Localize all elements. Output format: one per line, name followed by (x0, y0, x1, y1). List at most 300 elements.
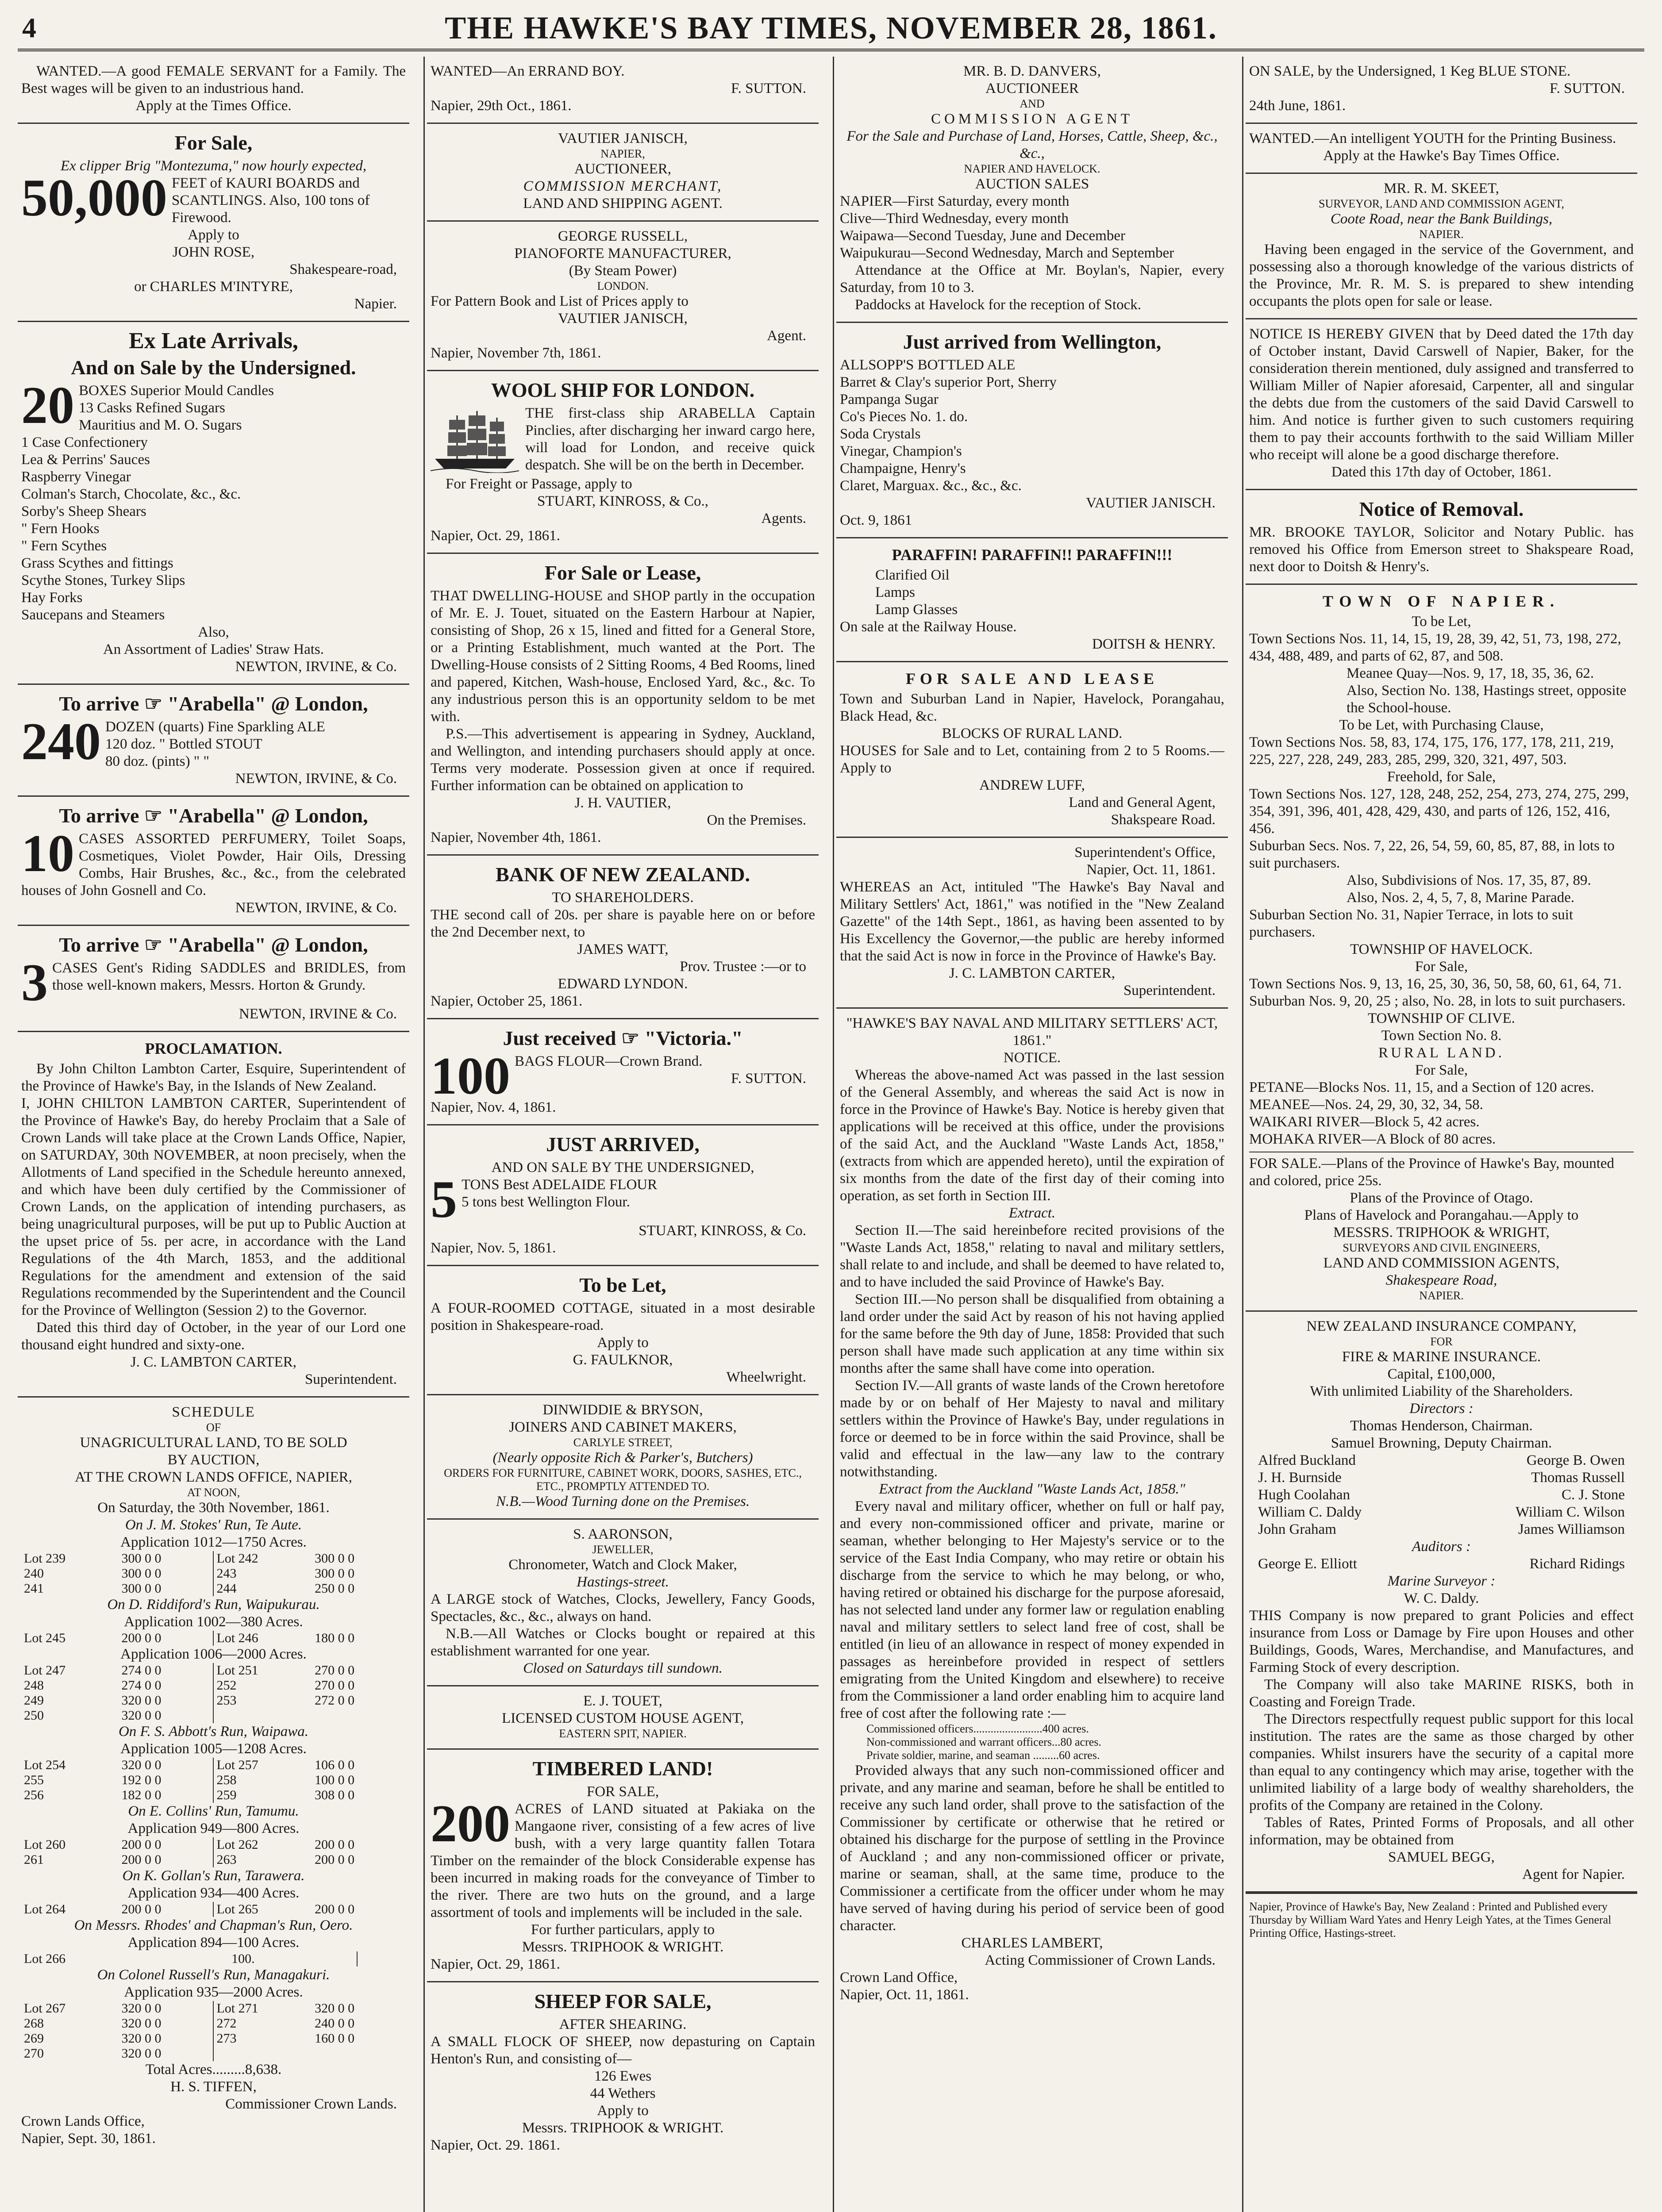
ad-text: For the Sale and Purchase of Land, Horses, Cattle, Sheep, &c., &c., (846, 128, 1218, 161)
ad-blue-stone (1246, 57, 1637, 124)
ad-text: THIS Company is now prepared to grant Policies and effect insurance from Loss or Damage by Fire upon Houses and other Buildings, Goods, Wares, Merchandise, and Manufactures, and Farming Stock of every description. (1249, 1608, 1634, 1675)
table-row (21, 1837, 406, 1852)
goods-list (840, 357, 1224, 495)
ad-text: WHEREAS an Act, intituled "The Hawke's Bay Naval and Military Settlers' Act, 1861," was notified in the "New Zealand Gazette" of the 14th Sept., 1861, as having been assented to by His Excellency the Governor,—the public are hereby informed that the said Act is now in force in the Province of Hawke's Bay. (840, 879, 1224, 964)
ad-date: Napier, October 25, 1861. (431, 993, 583, 1009)
schedule-application: Application 1005—1208 Acres. (120, 1741, 307, 1757)
table-cell: 320 0 0 (121, 1708, 162, 1723)
ad-heading: To arrive ☞ "Arabella" @ London, (59, 933, 368, 956)
goods-item: Co's Pieces No. 1. do. (840, 409, 968, 425)
goods-item: Sorby's Sheep Shears (21, 503, 146, 519)
ad-heading: Ex Late Arrivals, (129, 328, 298, 353)
ad-signature: JOHN ROSE, (172, 244, 255, 260)
goods-item: Lamp Glasses (875, 602, 958, 618)
ad-text: Section IV.—All grants of waste lands of the Crown heretofore made by or on behalf of Her Majesty to naval and military settlers within the Province of Hawke's Bay, under regulations in force or deemed to be in force within the said Province, shall be valid and effectual in the law—any law to the contrary notwithstanding. (840, 1378, 1224, 1480)
table-row (21, 1773, 406, 1788)
ad-text: By John Chilton Lambton Carter, Esquire, Superintendent of the Province of Hawke's Bay, in the Islands of New Zealand. (21, 1061, 406, 1094)
ad-text: FOR SALE.—Plans of the Province of Hawke's Bay, mounted and colored, price 25s. (1249, 1152, 1634, 1190)
ad-text: Town Sections Nos. 9, 13, 16, 25, 30, 36, 50, 58, 60, 61, 64, 71. (1249, 976, 1622, 992)
table-row (21, 1678, 406, 1693)
land-rate-item: Commissioned officers........................400 acres. (866, 1722, 1089, 1735)
table-cell: Lot 260 (24, 1837, 66, 1852)
ad-text: Apply at the Hawke's Bay Times Office. (1323, 148, 1560, 164)
ad-text: AT THE CROWN LANDS OFFICE, NAPIER, (75, 1469, 352, 1485)
schedule-lots-table (21, 1663, 406, 1723)
ad-text: FOR (1430, 1335, 1453, 1348)
ad-signature: NEWTON, IRVINE, & Co. (235, 771, 397, 787)
table-cell: Lot 262 (213, 1837, 312, 1852)
ad-signature: NEWTON, IRVINE & Co. (239, 1006, 397, 1022)
ad-subheading: Directors : (1409, 1401, 1473, 1417)
table-cell: 320 0 0 (121, 2001, 162, 2016)
ad-big-number: 100 (431, 1046, 510, 1105)
director-name: Alfred Buckland (1258, 1452, 1356, 1468)
ad-big-number: 50,000 (21, 168, 167, 227)
ad-text: Ex clipper Brig "Montezuma," now hourly expected, (60, 158, 367, 174)
ad-text: On the Premises. (707, 812, 806, 828)
ad-text: SURVEYORS AND CIVIL ENGINEERS, (1343, 1241, 1540, 1254)
table-cell: 244 (213, 1581, 312, 1596)
ad-signature: Messrs. TRIPHOOK & WRIGHT. (522, 2120, 724, 2136)
ad-text: Town and Suburban Land in Napier, Havelock, Porangahau, Black Head, &c. (840, 691, 1224, 724)
table-cell: 200 0 0 (121, 1837, 162, 1852)
table-cell: 200 0 0 (315, 1852, 355, 1867)
table-cell: 274 0 0 (121, 1678, 162, 1693)
ad-sale-or-lease (427, 554, 819, 856)
ad-date: Dated this 17th day of October, 1861. (1331, 464, 1552, 480)
table-row (21, 1631, 406, 1646)
table-cell (312, 1708, 406, 1723)
director-name: John Graham (1258, 1521, 1336, 1537)
table-cell: 200 0 0 (121, 1852, 162, 1867)
ad-text: For Sale, (1415, 1062, 1468, 1078)
ad-signature: NEWTON, IRVINE, & Co. (235, 659, 397, 675)
ad-big-number: 10 (21, 824, 74, 883)
schedule-total: Total Acres.........8,638. (145, 2062, 282, 2078)
ad-text: BAGS FLOUR—Crown Brand. (515, 1053, 703, 1069)
ad-late-arrivals (18, 322, 409, 685)
table-cell: 274 0 0 (121, 1663, 162, 1678)
schedule-run-name: On E. Collins' Run, Tamumu. (128, 1803, 299, 1819)
ad-sheep-for-sale (427, 1982, 819, 2162)
goods-item: 1 Case Confectionery (21, 434, 148, 450)
ad-subheading: TOWNSHIP OF HAVELOCK. (1350, 941, 1533, 957)
ad-date: Napier, Nov. 5, 1861. (431, 1240, 556, 1256)
ad-big-number: 200 (431, 1794, 510, 1853)
ad-cottage-to-let (427, 1266, 819, 1395)
ad-subheading: TOWNSHIP OF CLIVE. (1368, 1010, 1515, 1026)
ad-text: W. C. Daldy. (1404, 1590, 1479, 1606)
ad-text: COMMISSION MERCHANT, (523, 178, 723, 194)
goods-list (21, 376, 406, 624)
ad-text: N.B.—All Watches or Clocks bought or repaired at this establishment warranted for one year. (431, 1626, 815, 1659)
ad-text: BY AUCTION, (167, 1452, 260, 1468)
ad-text: 44 Wethers (590, 2085, 656, 2101)
ad-text: The Directors respectfully request public support for this local institution. The rates are the same as those charged by other companies. Whilst insurers have the security of a capital more than equal to any contingency which may arise, together with the unlimited liability of a large body of wealthy shareholders, the profits of the Company are retained in the Colony. (1249, 1711, 1634, 1813)
ad-text: P.S.—This advertisement is appearing in Sydney, Auckland, and Wellington, and intending purchasers should apply at once. Terms very moderate. Possession given at once if required. Further information can be obtained on application to (431, 726, 815, 794)
ad-text: MR. BROOKE TAYLOR, Solicitor and Notary Public. has removed his Office from Emerson street to Shakspeare Road, next door to Doitsh & Henry's. (1249, 524, 1634, 575)
goods-item: " Fern Scythes (21, 538, 107, 554)
schedule-run-name: On D. Riddiford's Run, Waipukurau. (107, 1597, 320, 1613)
ad-text: DOZEN (quarts) Fine Sparkling ALE (105, 719, 325, 735)
ad-text: Plans of Havelock and Porangahau.—Apply to (1304, 1207, 1579, 1223)
schedule-application: Application 1012—1750 Acres. (120, 1534, 307, 1550)
column-rule (423, 57, 425, 2212)
ad-date: Oct. 9, 1861 (840, 512, 912, 528)
ad-heading: JUST ARRIVED, (546, 1133, 700, 1156)
ad-text: Also, Subdivisions of Nos. 17, 35, 87, 89. (1347, 872, 1591, 888)
ad-text: NAPIER. (1419, 1289, 1464, 1302)
ad-text: EASTERN SPIT, NAPIER. (559, 1727, 687, 1740)
table-cell: Lot 254 (24, 1758, 66, 1772)
ad-subheading: To be Let, with Purchasing Clause, (1339, 717, 1544, 733)
goods-item: Champaigne, Henry's (840, 461, 966, 476)
ad-text: (Nearly opposite Rich & Parker's, Butchers) (492, 1450, 753, 1466)
ad-date: Napier, November 4th, 1861. (431, 830, 601, 845)
ad-text: Apply to (597, 1335, 649, 1351)
goods-item: BOXES Superior Mould Candles (79, 383, 274, 399)
ad-text: LONDON. (597, 280, 649, 292)
ad-text: Land and General Agent, (1069, 795, 1216, 810)
table-cell: 252 (213, 1678, 312, 1693)
schedule-run-name: On J. M. Stokes' Run, Te Aute. (125, 1517, 302, 1533)
ad-signature: EDWARD LYNDON. (558, 976, 688, 992)
ad-heading: GEORGE RUSSELL, (558, 228, 688, 244)
goods-item: Saucepans and Steamers (21, 607, 165, 623)
ad-text: Superintendent. (1123, 983, 1216, 998)
table-row (21, 1693, 406, 1708)
ad-heading: DINWIDDIE & BRYSON, (542, 1402, 703, 1418)
director-name: Thomas Russell (1531, 1470, 1625, 1486)
schedule-run-name: On K. Gollan's Run, Tarawera. (122, 1868, 305, 1884)
table-row (21, 1551, 406, 1566)
ad-signature: ANDREW LUFF, (979, 777, 1085, 793)
newspaper-title: THE HAWKE'S BAY TIMES, NOVEMBER 28, 1861. (445, 10, 1217, 46)
ad-text: I, JOHN CHILTON LAMBTON CARTER, Superintendent of the Province of Hawke's Bay, do hereby Proclaim that a Sale of Crown Lands will take place at the Crown Lands Office, Napier, on SATURDAY, 30th NOVEMBER, at noon precisely, when the Allotments of Land specified in the Schedule hereunto annexed, and which have been duly certified by the Commissioner of Crown Lands, on the application of intending purchasers, as being unagricultural purposes, will be put up to Public Auction at the upset price of 5s. per acre, in accordance with the Land Regulations of the 4th March, 1853, and the additional Regulations for the amendment and extension of the said Regulations recommended by the Superintendent and the Council for the Province of Wellington (Session 2) to the Governor. (21, 1095, 406, 1318)
schedule-lots-table (21, 1551, 406, 1596)
column-rule (1242, 57, 1243, 2212)
director-row (1249, 1504, 1634, 1521)
goods-item: Raspberry Vinegar (21, 469, 131, 485)
ad-text: Town Sections Nos. 11, 14, 15, 19, 28, 39, 42, 51, 73, 198, 272, 434, 488, 489, and parts of 62, 87, and 508. (1249, 631, 1621, 664)
ad-text: Attendance at the Office at Mr. Boylan's, Napier, every Saturday, from 10 to 3. (840, 262, 1224, 296)
table-cell: 249 (24, 1693, 44, 1708)
ad-signature: JAMES WATT, (577, 941, 669, 957)
goods-item: Hay Forks (21, 590, 83, 606)
ad-heading: TIMBERED LAND! (532, 1757, 713, 1780)
ad-text: 5 tons best Wellington Flour. (462, 1194, 630, 1210)
table-cell: 256 (24, 1788, 44, 1802)
ad-text: Whereas the above-named Act was passed in the last session of the General Assembly, and whereas the said Act is now in force in the Province of Hawke's Bay. Notice is hereby given that applications will be received at this office, under the provisions of the said Act, and the Auckland "Waste Lands Act, 1858," (extracts from which are appended hereto), until the expiration of six months from the date of the first day of their coming into operation, as set forth in Section III. (840, 1067, 1224, 1204)
ad-text: AFTER SHEARING. (559, 2016, 687, 2032)
ad-text: An Assortment of Ladies' Straw Hats. (103, 641, 324, 657)
schedule-lots-table (21, 1758, 406, 1803)
ad-arabella-saddles (18, 926, 409, 1032)
auditor-name: George E. Elliott (1258, 1556, 1357, 1572)
ad-date: Napier, Oct. 29, 1861. (431, 528, 560, 544)
ad-text: Napier. (354, 296, 397, 312)
ad-text: ORDERS FOR FURNITURE, CABINET WORK, DOORS, SASHES, ETC., ETC., PROMPTLY ATTENDED TO. (444, 1467, 802, 1493)
ad-text: NAPIER. (1419, 228, 1464, 241)
ad-heading: To be Let, (579, 1274, 666, 1296)
director-name: James Williamson (1518, 1521, 1625, 1537)
sailing-ship-icon (431, 407, 519, 473)
ad-text: On sale at the Railway House. (840, 619, 1017, 635)
ad-text: Town Sections Nos. 58, 83, 174, 175, 176, 177, 178, 211, 219, 225, 227, 228, 249, 283, 285, 299, 320, 321, 497, 503. (1249, 734, 1614, 768)
ad-text: THAT DWELLING-HOUSE and SHOP partly in the occupation of Mr. E. J. Touet, situated on the Eastern Harbour at Napier, consisting of Shop, 26 x 15, lined and fitted for a General Store, or a Printing Establishment, much wanted at the Port. The Dwelling-House consists of 2 Sitting Rooms, 4 Bed Rooms, lined and papered, Kitchen, Wash-house, Enclosed Yard, &c., &c. To any industrious person this is an opportunity seldom to be met with. (431, 588, 815, 725)
ad-text: Agent. (767, 328, 806, 344)
ad-text: Superintendent. (304, 1371, 397, 1387)
ad-subheading: Extract. (1008, 1205, 1056, 1221)
ad-text: WANTED—An ERRAND BOY. (431, 63, 625, 79)
ad-text: TONS Best ADELAIDE FLOUR (462, 1177, 658, 1193)
ad-heading: MR. B. D. DANVERS, (963, 63, 1101, 79)
table-cell: 320 0 0 (121, 2031, 162, 2046)
ad-text: Apply to (188, 227, 239, 243)
ad-heading: Notice of Removal. (1359, 498, 1524, 520)
table-cell: 300 0 0 (121, 1551, 162, 1566)
table-cell: Lot 264 (24, 1902, 66, 1916)
masthead (18, 8, 1644, 51)
ad-text: Also, Section No. 138, Hastings street, opposite the School-house. (1347, 683, 1627, 716)
ad-text: Shakespeare Road, (1385, 1272, 1497, 1288)
ad-text: SURVEYOR, LAND AND COMMISSION AGENT, (1318, 197, 1565, 210)
goods-item: Grass Scythes and fittings (21, 555, 173, 571)
schedule-application: Application 949—800 Acres. (127, 1820, 300, 1836)
table-cell: 263 (213, 1852, 312, 1867)
schedule-lots-table (21, 1902, 406, 1917)
ad-text: Having been engaged in the service of the Government, and possessing also a thorough knowledge of the various districts of the Province, Mr. R. M. S. is prepared to shew intending occupants the plots open for sale or lease. (1249, 242, 1634, 309)
table-row (21, 1902, 406, 1917)
notice-carswell-deed (1246, 319, 1637, 490)
schedule-lots-table (21, 2001, 406, 2061)
table-cell: 243 (213, 1566, 312, 1581)
ad-subheading: BLOCKS OF RURAL LAND. (942, 726, 1123, 741)
notice-naval-act-in-force (836, 838, 1228, 1009)
ad-text: Suburban Secs. Nos. 7, 22, 26, 54, 59, 60, 85, 87, 88, in lots to suit purchasers. (1249, 838, 1615, 871)
table-cell: Lot 257 (213, 1758, 312, 1773)
director-name: George B. Owen (1526, 1452, 1625, 1468)
table-cell: 258 (213, 1773, 312, 1788)
ad-text: TO SHAREHOLDERS. (552, 890, 694, 906)
ad-text: OF (206, 1421, 221, 1434)
ad-text: Apply to (597, 2103, 649, 2119)
table-cell: 200 0 0 (315, 1902, 355, 1916)
ad-text: HOUSES for Sale and to Let, containing from 2 to 5 Rooms.—Apply to (840, 743, 1224, 776)
ad-text: Coote Road, near the Bank Buildings, (1330, 211, 1553, 227)
table-cell: 300 0 0 (315, 1551, 355, 1566)
goods-item: Vinegar, Champion's (840, 443, 962, 459)
table-row (21, 2031, 406, 2046)
ad-text: WAIKARI RIVER—Block 5, 42 acres. (1249, 1114, 1480, 1130)
table-cell (357, 1951, 382, 1966)
ad-timbered-land (427, 1750, 819, 1982)
table-cell: 250 (24, 1708, 44, 1723)
ad-text: AND ON SALE BY THE UNDERSIGNED, (491, 1160, 754, 1175)
ad-heading: FOR SALE AND LEASE (905, 670, 1159, 687)
ad-date: Napier, 29th Oct., 1861. (431, 98, 572, 114)
ad-heading: For Sale or Lease, (544, 561, 701, 584)
goods-item: 13 Casks Refined Sugars (79, 400, 225, 416)
ad-arabella-perfumery (18, 797, 409, 926)
ad-text: AUCTIONEER, (574, 161, 672, 177)
ad-text: AT NOON, (187, 1486, 240, 1499)
ad-text: Every naval and military officer, whether on full or half pay, and every non-commissioned officer and private, marine or seaman, whether belonging to Her Majesty's service or to the service of the East India Company, who may retire or obtain his discharge from the service to which he may belong, or who, having retired or obtained his discharge for the purpose aforesaid, has not selected land under any former law or regulation enabling naval and military settlers to select land free of cost, shall be entitled (in lieu of an allowance in respect of money expended in passages as hereinbefore provided in respect of settlers emigrating from the United Kingdom and elsewhere) to receive from the Commissioner a land order enabling him to acquire land free of cost after the following rate :— (840, 1498, 1224, 1721)
ad-wellington-arrivals (836, 323, 1228, 538)
director-row (1249, 1469, 1634, 1486)
ad-signature: MESSRS. TRIPHOOK & WRIGHT, (1333, 1225, 1550, 1240)
table-cell: 200 0 0 (315, 1837, 355, 1852)
schedule-runs (21, 1517, 406, 2061)
ad-date: Napier, November 7th, 1861. (431, 345, 601, 361)
directors-list (1249, 1452, 1634, 1538)
table-cell: 106 0 0 (315, 1758, 355, 1772)
land-rates-list (840, 1722, 1224, 1762)
goods-item: Lamps (875, 584, 915, 600)
ad-george-russell (427, 222, 819, 371)
ad-signature: NEWTON, IRVINE, & Co. (235, 900, 397, 916)
ad-text: JOINERS AND CABINET MAKERS, (509, 1419, 737, 1435)
ad-text: For Pattern Book and List of Prices apply to (431, 293, 689, 309)
ad-signature: STUART, KINROSS, & Co., (537, 493, 709, 509)
ad-text: ACRES of LAND situated at Pakiaka on the Mangaone river, consisting of a few acres of live bush, with a very large quantity fallen Totara Timber on the remainder of the block Considerable expense has been incurred in making roads for the conveyance of Timber to the river. There are two huts on the ground, and a large assortment of tools and implements will be included in the sale. (431, 1801, 815, 1920)
ad-date: Napier, Nov. 4, 1861. (431, 1099, 556, 1115)
ad-heading: TOWN OF NAPIER. (1322, 592, 1561, 610)
director-name: Hugh Coolahan (1258, 1487, 1350, 1503)
auction-sale-item: Clive—Third Wednesday, every month (840, 211, 1069, 227)
ad-nz-insurance-company (1246, 1312, 1637, 1893)
ad-text: Tables of Rates, Printed Forms of Proposals, and all other information, may be obtained from (1249, 1815, 1634, 1848)
ad-text: CARLYLE STREET, (573, 1436, 673, 1449)
ad-text: JEWELLER, (592, 1543, 654, 1556)
ad-subheading: To be Let, (1412, 614, 1471, 630)
auditors-row (1249, 1555, 1634, 1573)
table-cell: 320 0 0 (315, 2001, 355, 2016)
table-cell: 240 0 0 (315, 2016, 355, 2031)
ad-subheading: Marine Surveyor : (1387, 1573, 1496, 1589)
ad-heading: VAUTIER JANISCH, (558, 131, 688, 146)
ad-text: On Saturday, the 30th November, 1861. (97, 1500, 330, 1516)
ad-text: Town Section No. 8. (1381, 1028, 1502, 1044)
table-cell: 248 (24, 1678, 44, 1693)
ad-text: Shakespeare-road, (289, 261, 397, 277)
ad-text: FOR SALE, (586, 1784, 659, 1800)
table-row (21, 1581, 406, 1596)
table-cell: 240 (24, 1566, 44, 1581)
ad-text: Acting Commissioner of Crown Lands. (985, 1952, 1216, 1968)
ad-text: Samuel Browning, Deputy Chairman. (1331, 1435, 1552, 1451)
ad-text: Superintendent's Office, (1074, 845, 1216, 860)
ad-text: Crown Lands Office, (21, 2113, 145, 2129)
table-row (21, 1708, 406, 1723)
ad-text: Provided always that any such non-commissioned officer and private, and any marine and seaman, before he shall be entitled to receive any such land order, shall prove to the satisfaction of the Commissioner by certificate or otherwise that he retired or obtained his discharge for the purpose of settling in the Province of Auckland ; and any non-commissioned officer or private, marine or seaman, shall, at the same time, produce to the Commissioner a certificate from the officer under whom he may have served of having during his period of service been of good character. (840, 1763, 1224, 1934)
ad-text: Also, (198, 624, 229, 640)
table-cell: 255 (24, 1773, 44, 1787)
ad-signature: G. FAULKNOR, (573, 1352, 673, 1368)
ad-subheading: Freehold, for Sale, (1387, 769, 1496, 785)
ad-text: 120 doz. " Bottled STOUT (105, 736, 262, 752)
ad-signature: F. SUTTON. (731, 81, 806, 96)
ad-text: Meanee Quay—Nos. 9, 17, 18, 35, 36, 62. (1347, 665, 1594, 681)
ad-heading: NEW ZEALAND INSURANCE COMPANY, (1306, 1318, 1577, 1334)
ad-text: Commissioner Crown Lands. (225, 2096, 397, 2112)
table-cell: Lot 245 (24, 1631, 66, 1645)
notice-naval-military-settlers (836, 1009, 1228, 2012)
ad-text: A SMALL FLOCK OF SHEEP, now depasturing on Captain Henton's Run, and consisting of— (431, 2034, 815, 2067)
printers-imprint: Napier, Province of Hawke's Bay, New Zealand : Printed and Published every Thursday by William Ward Yates and Henry Leigh Yates, at the Times General Printing Office, Hastings-street. (1246, 1893, 1637, 1948)
table-cell: 273 (213, 2031, 312, 2046)
ad-text: A LARGE stock of Watches, Clocks, Jewellery, Fancy Goods, Spectacles, &c., &c., always on hand. (431, 1591, 815, 1624)
table-row (21, 1663, 406, 1678)
table-cell (312, 2046, 406, 2061)
ad-signature: CHARLES LAMBERT, (961, 1935, 1103, 1951)
table-row (21, 1852, 406, 1867)
ad-heading: PARAFFIN! PARAFFIN!! PARAFFIN!!! (892, 546, 1173, 564)
auction-sale-item: NAPIER—First Saturday, every month (840, 193, 1070, 209)
director-name: William C. Daldy (1258, 1504, 1362, 1520)
column-rule (833, 57, 834, 2212)
table-cell: Lot 265 (213, 1902, 312, 1917)
table-cell (213, 2046, 312, 2061)
ad-heading: PROCLAMATION. (145, 1040, 282, 1057)
ad-signature: VAUTIER JANISCH, (558, 311, 688, 326)
ad-subheading: Auditors : (1412, 1539, 1471, 1555)
ad-subheading: Extract from the Auckland "Waste Lands Act, 1858." (879, 1481, 1185, 1497)
ad-heading: Just received ☞ "Victoria." (503, 1027, 743, 1049)
ad-text: Section II.—The said hereinbefore recited provisions of the "Waste Lands Act, 1858," relating to naval and military settlers, shall relate to and include, and shall be deemed to have related to, and to have included the said Province of Hawke's Bay. (840, 1222, 1224, 1290)
ad-aaronson-jeweller (427, 1520, 819, 1686)
table-cell: 270 0 0 (315, 1663, 355, 1678)
table-row (21, 1951, 406, 1966)
table-cell: Lot 251 (213, 1663, 312, 1678)
table-row (21, 1758, 406, 1773)
table-cell: 261 (24, 1852, 44, 1867)
ad-text: NAPIER AND HAVELOCK. (964, 162, 1100, 175)
land-rate-item: Non-commissioned and warrant officers...80 acres. (866, 1736, 1101, 1748)
ad-apply: Apply at the Times Office. (135, 98, 292, 114)
schedule-lots-table (21, 1837, 406, 1867)
ad-text: Also, Nos. 2, 4, 5, 7, 8, Marine Parade. (1347, 890, 1575, 906)
ad-printing-youth (1246, 124, 1637, 174)
ad-text: FEET of KAURI BOARDS and SCANTLINGS. Also, 100 tons of Firewood. (172, 175, 370, 226)
ad-vautier-janisch (427, 124, 819, 222)
ad-text: PETANE—Blocks Nos. 11, 15, and a Section of 120 acres. (1249, 1079, 1594, 1095)
ad-text: 126 Ewes (594, 2068, 652, 2084)
ad-text: Thomas Henderson, Chairman. (1350, 1418, 1533, 1434)
ad-text: Crown Land Office, (840, 1970, 958, 1985)
ad-text: CASES Gent's Riding SADDLES and BRIDLES, from those well-known makers, Messrs. Horton & Grundy. (52, 960, 406, 993)
ad-signature: J. C. LAMBTON CARTER, (130, 1354, 297, 1370)
schedule-application: Application 1006—2000 Acres. (120, 1646, 307, 1662)
ad-heading: And on Sale by the Undersigned. (71, 356, 356, 379)
ad-signature: SAMUEL BEGG, (1388, 1849, 1495, 1865)
table-cell (213, 1708, 312, 1723)
ad-signature: F. SUTTON. (1549, 81, 1625, 96)
table-cell: Lot 246 (213, 1631, 312, 1646)
table-cell: 192 0 0 (121, 1773, 162, 1787)
ad-heading: For Sale, (174, 131, 253, 154)
goods-item: Scythe Stones, Turkey Slips (21, 572, 185, 588)
ad-text: 80 doz. (pints) " " (105, 753, 209, 769)
ad-big-number: 240 (21, 712, 101, 771)
ad-text: LAND AND COMMISSION AGENTS, (1323, 1255, 1560, 1271)
column-3 (836, 57, 1228, 2212)
table-cell: 269 (24, 2031, 44, 2046)
ad-arabella-ale (18, 685, 409, 797)
ad-text: For Freight or Passage, apply to (446, 476, 632, 492)
table-row (21, 2046, 406, 2061)
ad-text: Chronometer, Watch and Clock Maker, (508, 1557, 737, 1573)
